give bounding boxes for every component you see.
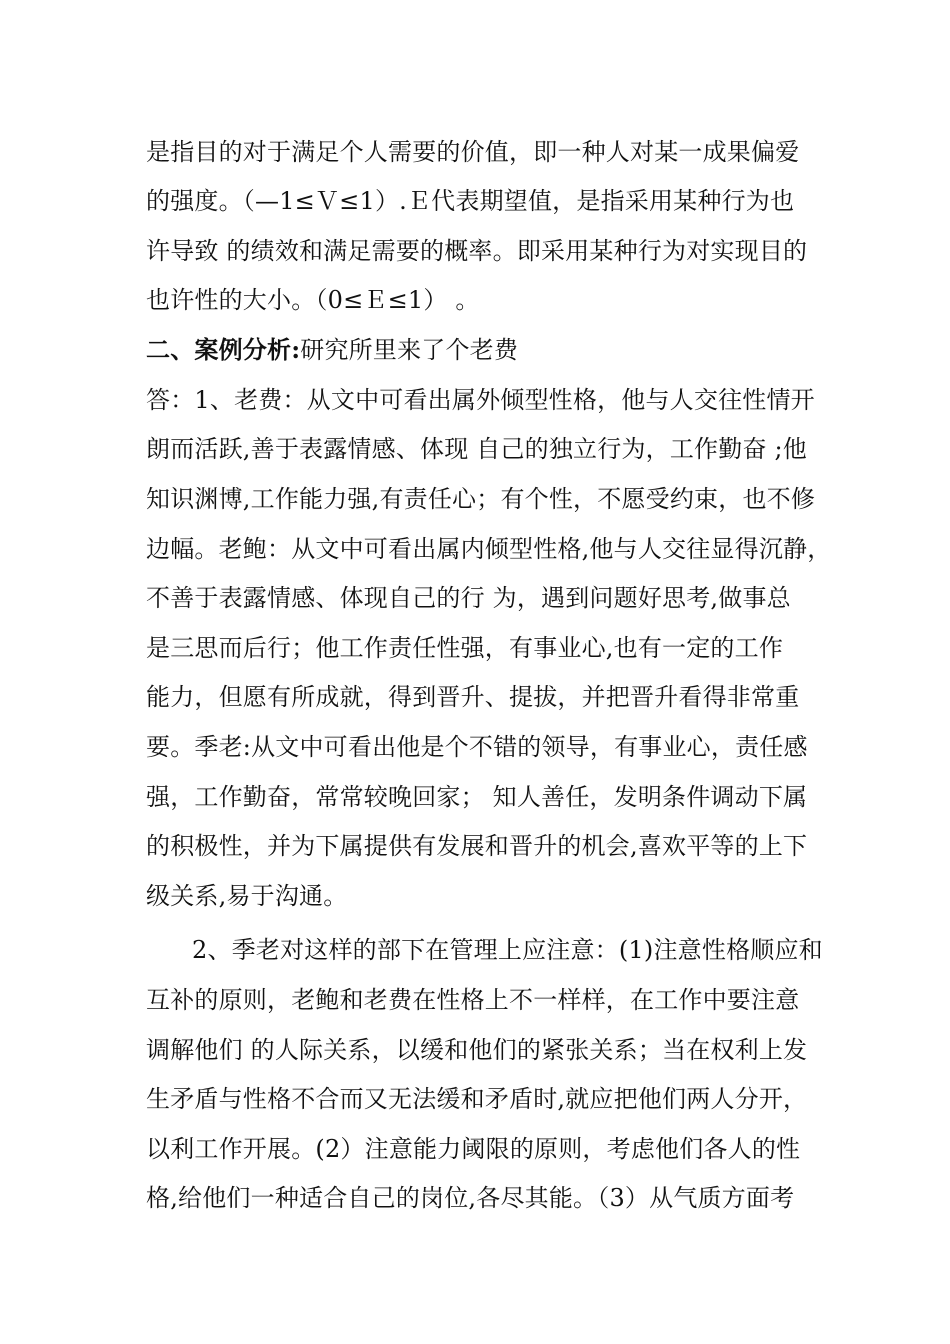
section-heading-label: 二、案例分析: (146, 335, 301, 364)
paragraph-line: 朗而活跃,善于表露情感、体现 自己的独立行为，工作勤奋 ;他 (146, 435, 807, 463)
paragraph-line: 能力，但愿有所成就，得到晋升、提拔，并把晋升看得非常重 (146, 683, 800, 711)
section-heading (146, 334, 826, 366)
paragraph-line: 是三思而后行；他工作责任性强，有事业心,也有一定的工作 (146, 634, 784, 662)
paragraph-line: 知识渊博,工作能力强,有责任心；有个性，不愿受约束，也不修 (146, 485, 816, 513)
paragraph-line: 强，工作勤奋，常常较晚回家； 知人善任，发明条件调动下属 (146, 783, 808, 811)
paragraph-line: 的强度。（—1≤Ｖ≤1）.Ｅ代表期望值，是指采用某种行为也 (146, 187, 795, 215)
paragraph-line: 不善于表露情感、体现自己的行 为，遇到问题好思考,做事总 (146, 584, 791, 612)
paragraph-line: 边幅。老鲍：从文中可看出属内倾型性格,他与人交往显得沉静， (146, 535, 832, 563)
paragraph-line: 要。季老:从文中可看出他是个不错的领导，有事业心，责任感 (146, 733, 808, 761)
paragraph-line: 格,给他们一种适合自己的岗位,各尽其能。（3）从气质方面考 (146, 1184, 795, 1212)
section-heading-title: 研究所里来了个老费 (300, 336, 519, 364)
paragraph-line: 的积极性，并为下属提供有发展和晋升的机会,喜欢平等的上下 (146, 832, 808, 860)
paragraph-line: 级关系,易于沟通。 (146, 882, 348, 910)
paragraph-line: 以利工作开展。(2）注意能力阈限的原则，考虑他们各人的性 (146, 1135, 801, 1163)
paragraph-line: 答：1、老费：从文中可看出属外倾型性格，他与人交往性情开 (146, 386, 815, 414)
paragraph-line: 互补的原则，老鲍和老费在性格上不一样样，在工作中要注意 (146, 986, 800, 1014)
paragraph-line: 生矛盾与性格不合而又无法缓和矛盾时,就应把他们两人分开， (146, 1085, 808, 1113)
paragraph-line: 调解他们 的人际关系，以缓和他们的紧张关系；当在权利上发 (146, 1036, 808, 1064)
paragraph-line: 也许性的大小。（0≤Ｅ≤1） 。 (146, 286, 480, 314)
paragraph-line: 许导致 的绩效和满足需要的概率。即采用某种行为对实现目的 (146, 237, 808, 265)
paragraph-line: 2、季老对这样的部下在管理上应注意：(1)注意性格顺应和 (192, 936, 823, 964)
paragraph-line: 是指目的对于满足个人需要的价值，即一种人对某一成果偏爱 (146, 138, 800, 166)
